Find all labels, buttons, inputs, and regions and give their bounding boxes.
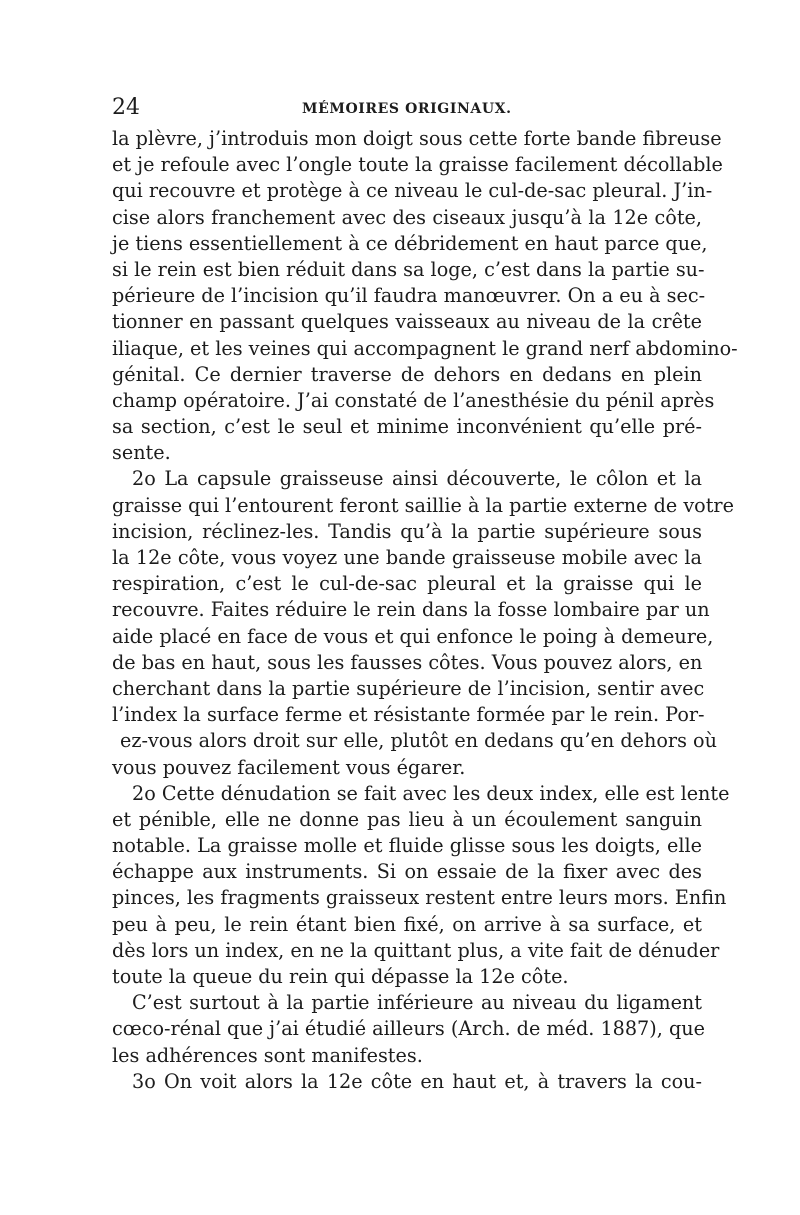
text-line: et je refoule avec l’ongle toute la graisse facilement décollable bbox=[112, 153, 723, 177]
text-line: périeure de l’incision qu’il faudra manœuvrer. On a eu à sec- bbox=[112, 284, 706, 308]
text-line: incision, réclinez-les. Tandis qu’à la partie supérieure sous bbox=[112, 519, 702, 543]
text-line: la 12e côte, vous voyez une bande graisseuse mobile avec la bbox=[112, 546, 702, 569]
page-header bbox=[112, 95, 698, 123]
text-line: dès lors un index, en ne la quittant plus, a vite fait de dénuder bbox=[112, 938, 720, 962]
text-line: l’index la surface ferme et résistante formée par le rein. Por- bbox=[112, 703, 705, 727]
text-line: génital. Ce dernier traverse de dehors en dedans en plein bbox=[112, 362, 702, 386]
text-line: pinces, les fragments graisseux restent entre leurs mors. Enfin bbox=[112, 886, 727, 910]
text-line: la plèvre, j’introduis mon doigt sous cette forte bande fibreuse bbox=[112, 127, 722, 150]
page-number: 24 bbox=[112, 95, 140, 120]
paragraph-start-line: 3o On voit alors la 12e côte en haut et, à travers la cou- bbox=[132, 1069, 702, 1093]
text-line: qui recouvre et protège à ce niveau le cul-de-sac pleural. J’in- bbox=[112, 179, 713, 203]
text-line: ez-vous alors droit sur elle, plutôt en dedans qu’en dehors où bbox=[120, 729, 717, 753]
text-line: les adhérences sont manifestes. bbox=[112, 1043, 423, 1067]
text-line: et pénible, elle ne donne pas lieu à un écoulement sanguin bbox=[112, 807, 702, 831]
text-line: iliaque, et les veines qui accompagnent le grand nerf abdomino- bbox=[112, 336, 738, 360]
text-line: tionner en passant quelques vaisseaux au niveau de la crête bbox=[112, 310, 702, 334]
paragraph-start-line: C’est surtout à la partie inférieure au niveau du ligament bbox=[132, 991, 702, 1015]
text-line: de bas en haut, sous les fausses côtes. Vous pouvez alors, en bbox=[112, 650, 703, 674]
text-line: sa section, c’est le seul et minime inconvénient qu’elle pré- bbox=[112, 415, 702, 439]
text-line: toute la queue du rein qui dépasse la 12e côte. bbox=[112, 965, 569, 988]
text-line: champ opératoire. J’ai constaté de l’anesthésie du pénil après bbox=[112, 388, 715, 412]
body-text bbox=[112, 126, 738, 1095]
text-line: vous pouvez facilement vous égarer. bbox=[112, 755, 466, 779]
text-line: si le rein est bien réduit dans sa loge, c’est dans la partie su- bbox=[112, 257, 705, 281]
running-title: MÉMOIRES ORIGINAUX. bbox=[302, 101, 512, 117]
paragraph-start-line: 2o La capsule graisseuse ainsi découverte, le côlon et la bbox=[132, 467, 702, 491]
text-line: recouvre. Faites réduire le rein dans la fosse lombaire par un bbox=[112, 598, 710, 622]
text-line: cœco-rénal que j’ai étudié ailleurs (Arch. de méd. 1887), que bbox=[112, 1017, 705, 1041]
text-line: notable. La graisse molle et fluide glisse sous les doigts, elle bbox=[112, 834, 702, 858]
text-line: aide placé en face de vous et qui enfonce le poing à demeure, bbox=[112, 624, 714, 648]
paragraph-start-line: 2o Cette dénudation se fait avec les deux index, elle est lente bbox=[132, 781, 730, 805]
text-line: respiration, c’est le cul-de-sac pleural et la graisse qui le bbox=[112, 572, 702, 596]
text-line: graisse qui l’entourent feront saillie à la partie externe de votre bbox=[112, 493, 734, 517]
text-line: sente. bbox=[112, 441, 171, 465]
text-line: je tiens essentiellement à ce débridement en haut parce que, bbox=[112, 231, 708, 255]
text-line: échappe aux instruments. Si on essaie de la fixer avec des bbox=[112, 860, 702, 884]
text-line: cise alors franchement avec des ciseaux jusqu’à la 12e côte, bbox=[112, 205, 702, 229]
text-line: peu à peu, le rein étant bien fixé, on arrive à sa surface, et bbox=[112, 912, 702, 936]
text-line: cherchant dans la partie supérieure de l’incision, sentir avec bbox=[112, 676, 705, 700]
